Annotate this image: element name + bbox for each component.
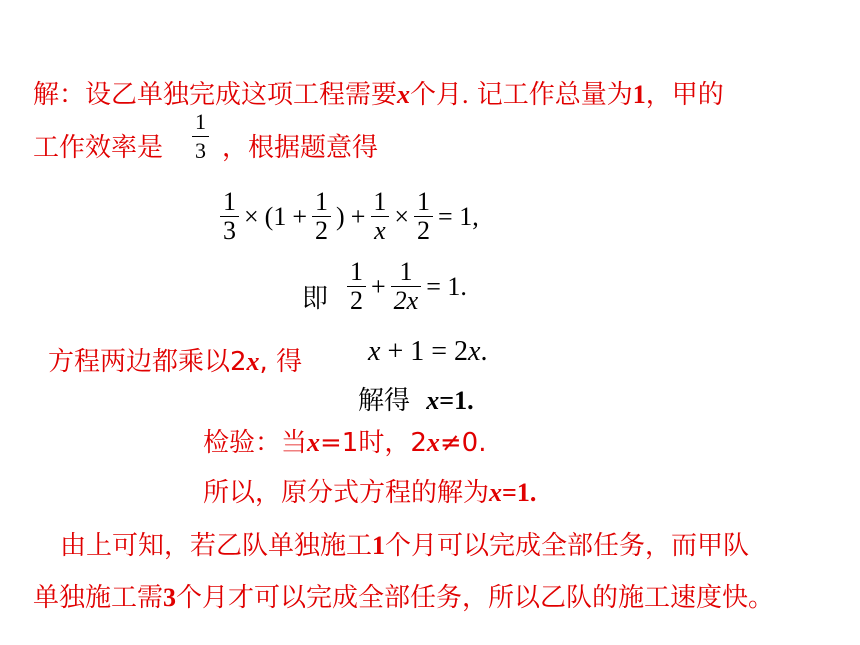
efficiency-suffix-line xyxy=(222,132,378,164)
intro-one: 1 xyxy=(632,80,646,109)
eq1-rparen: ) xyxy=(336,201,345,231)
summary-line-2 xyxy=(33,582,774,614)
eq1-f4-num: 1 xyxy=(417,187,431,216)
summary2-num: 3 xyxy=(163,583,177,612)
intro-suffix: ，甲的 xyxy=(645,80,724,110)
check-mid: =1时，2 xyxy=(320,428,427,458)
eq3-rhs-var: x xyxy=(468,336,481,367)
conclusion-line xyxy=(203,477,536,509)
solve-label: 解得 xyxy=(358,386,411,416)
multiply-line xyxy=(48,346,302,378)
eq1-f3-num: 1 xyxy=(373,187,387,216)
eq1-times: × xyxy=(244,201,259,231)
solution-intro-line xyxy=(33,79,724,111)
check-var-2: x xyxy=(426,428,440,457)
variable-x: x xyxy=(397,80,411,109)
efficiency-text: 工作效率是 xyxy=(33,133,164,163)
eq1-times-2: × xyxy=(394,201,410,231)
check-text: 检验：当 xyxy=(203,428,308,458)
equation-1 xyxy=(218,188,482,245)
summary1-text: 由上可知，若乙队单独施工 xyxy=(60,531,373,561)
solve-line xyxy=(358,385,474,417)
intro-dot: . xyxy=(462,80,469,109)
frac-num: 1 xyxy=(195,109,206,134)
summary2-suffix: 个月才可以完成全部任务，所以乙队的施工速度快。 xyxy=(176,583,775,613)
eq2-f2-den: 2x xyxy=(391,286,422,315)
eq2-label: 即 xyxy=(302,284,329,314)
conclusion-suffix: =1. xyxy=(502,478,537,507)
multiply-var: x xyxy=(246,347,260,376)
conclusion-text: 所以，原分式方程的解为 xyxy=(203,478,490,508)
efficiency-fraction xyxy=(190,108,211,165)
eq1-plus: + xyxy=(292,201,308,231)
efficiency-line xyxy=(33,132,163,164)
eq1-f2-den: 2 xyxy=(312,216,331,245)
eq1-f3-den: x xyxy=(371,216,389,245)
eq1-plus-2: + xyxy=(350,201,366,231)
intro-text: 解：设乙单独完成这项工程需要 xyxy=(33,80,398,110)
eq2-f2-num: 1 xyxy=(399,257,413,286)
eq3-end: . xyxy=(480,336,488,367)
eq2-f1-den: 2 xyxy=(347,286,366,315)
intro-total-text: 记工作总量为 xyxy=(468,80,633,110)
eq1-f4-den: 2 xyxy=(414,216,433,245)
summary-line-1 xyxy=(60,530,749,562)
eq2-rhs: = 1. xyxy=(426,271,467,301)
solve-rest: =1. xyxy=(439,386,474,415)
eq2-f1-num: 1 xyxy=(350,257,363,286)
solve-var: x xyxy=(426,386,440,415)
equation-2 xyxy=(345,258,470,315)
summary2-text: 单独施工需 xyxy=(33,583,164,613)
eq1-rhs: = 1, xyxy=(438,201,479,231)
eq3-lhs-rest: + 1 = 2 xyxy=(380,336,469,367)
eq1-lparen: (1 xyxy=(264,201,287,231)
frac-den: 3 xyxy=(192,136,209,165)
efficiency-suffix: ，根据题意得 xyxy=(222,133,379,163)
summary1-num: 1 xyxy=(372,531,386,560)
summary1-suffix: 个月可以完成全部任务，而甲队 xyxy=(385,531,750,561)
eq1-f2-num: 1 xyxy=(315,187,329,216)
eq1-f1-den: 3 xyxy=(220,216,239,245)
conclusion-var: x xyxy=(489,478,503,507)
multiply-text: 方程两边都乘以2 xyxy=(48,347,247,377)
multiply-suffix: , 得 xyxy=(259,347,303,377)
check-suffix: ≠0. xyxy=(439,428,487,458)
equation-3 xyxy=(368,336,487,368)
eq2-plus: + xyxy=(371,271,386,301)
equation-2-label xyxy=(302,283,328,315)
check-var: x xyxy=(307,428,321,457)
eq1-f1-num: 1 xyxy=(223,187,236,216)
eq3-lhs-var: x xyxy=(368,336,381,367)
check-line xyxy=(203,427,486,459)
intro-unit: 个月 xyxy=(410,80,463,110)
